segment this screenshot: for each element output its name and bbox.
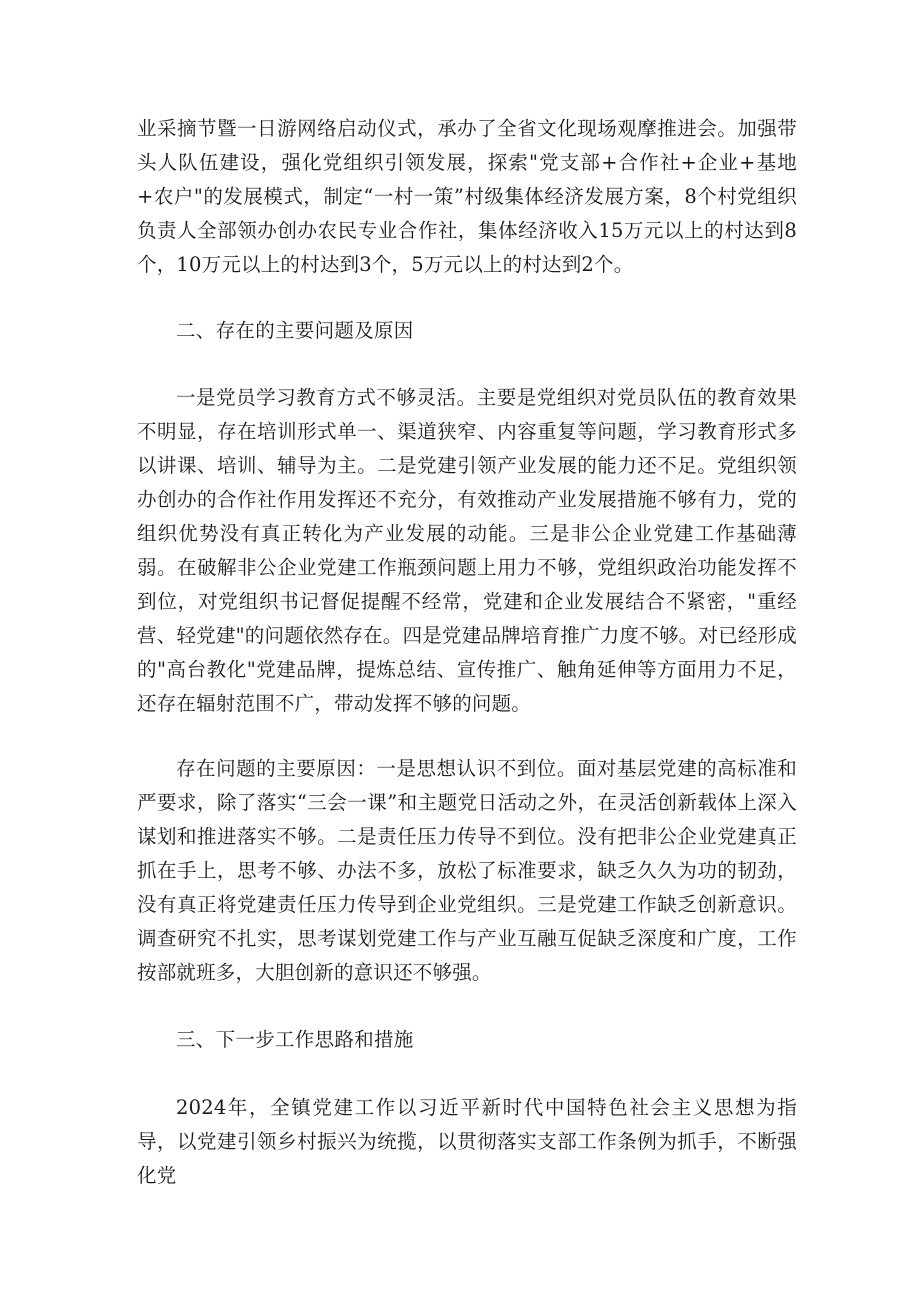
paragraph-problems: 一是党员学习教育方式不够灵活。主要是党组织对党员队伍的教育效果不明显，存在培训形式单一、渠道狭窄、内容重复等问题，学习教育形式多以讲课、培训、辅导为主。二是党建引领产业发展的能力还不足。党组织领办创办的合作社作用发挥还不充分，有效推动产业发展措施不够有力，党的组织优势没有真正转化为产业发展的动能。三是非公企业党建工作基础薄弱。在破解非公企业党建工作瓶颈问题上用力不够，党组织政治功能发挥不到位，对党组织书记督促提醒不经常，党建和企业发展结合不紧密，"重经营、轻党建"的问题依然存在。四是党建品牌培育推广力度不够。对已经形成的"高台教化"党建品牌，提炼总结、宣传推广、触角延伸等方面用力不足，还存在辐射范围不广，带动发挥不够的问题。 [137, 386, 797, 715]
paragraph-next-steps: 2024年，全镇党建工作以习近平新时代中国特色社会主义思想为指导，以党建引领乡村振兴为统揽，以贯彻落实支部工作条例为抓手，不断强化党 [137, 1096, 797, 1187]
section-heading-problems: 二、存在的主要问题及原因 [176, 319, 414, 342]
section-heading-next-steps: 三、下一步工作思路和措施 [176, 1028, 414, 1051]
paragraph-achievements-continued: 业采摘节暨一日游网络启动仪式，承办了全省文化现场观摩推进会。加强带头人队伍建设，强化党组织引领发展，探索"党支部+合作社+企业+基地+农户"的发展模式，制定“一村一策”村级集体经济发展方案，8个村党组织负责人全部领办创办农民专业合作社，集体经济收入15万元以上的村达到8个，10万元以上的村达到3个，5万元以上的村达到2个。 [137, 117, 797, 276]
paragraph-causes: 存在问题的主要原因：一是思想认识不到位。面对基层党建的高标准和严要求，除了落实“三会一课”和主题党日活动之外，在灵活创新载体上深入谋划和推进落实不够。二是责任压力传导不到位。没有把非公企业党建真正抓在手上，思考不够、办法不多，放松了标准要求，缺乏久久为功的韧劲，没有真正将党建责任压力传导到企业党组织。三是党建工作缺乏创新意识。调查研究不扎实，思考谋划党建工作与产业互融互促缺乏深度和广度，工作按部就班多，大胆创新的意识还不够强。 [137, 757, 797, 984]
